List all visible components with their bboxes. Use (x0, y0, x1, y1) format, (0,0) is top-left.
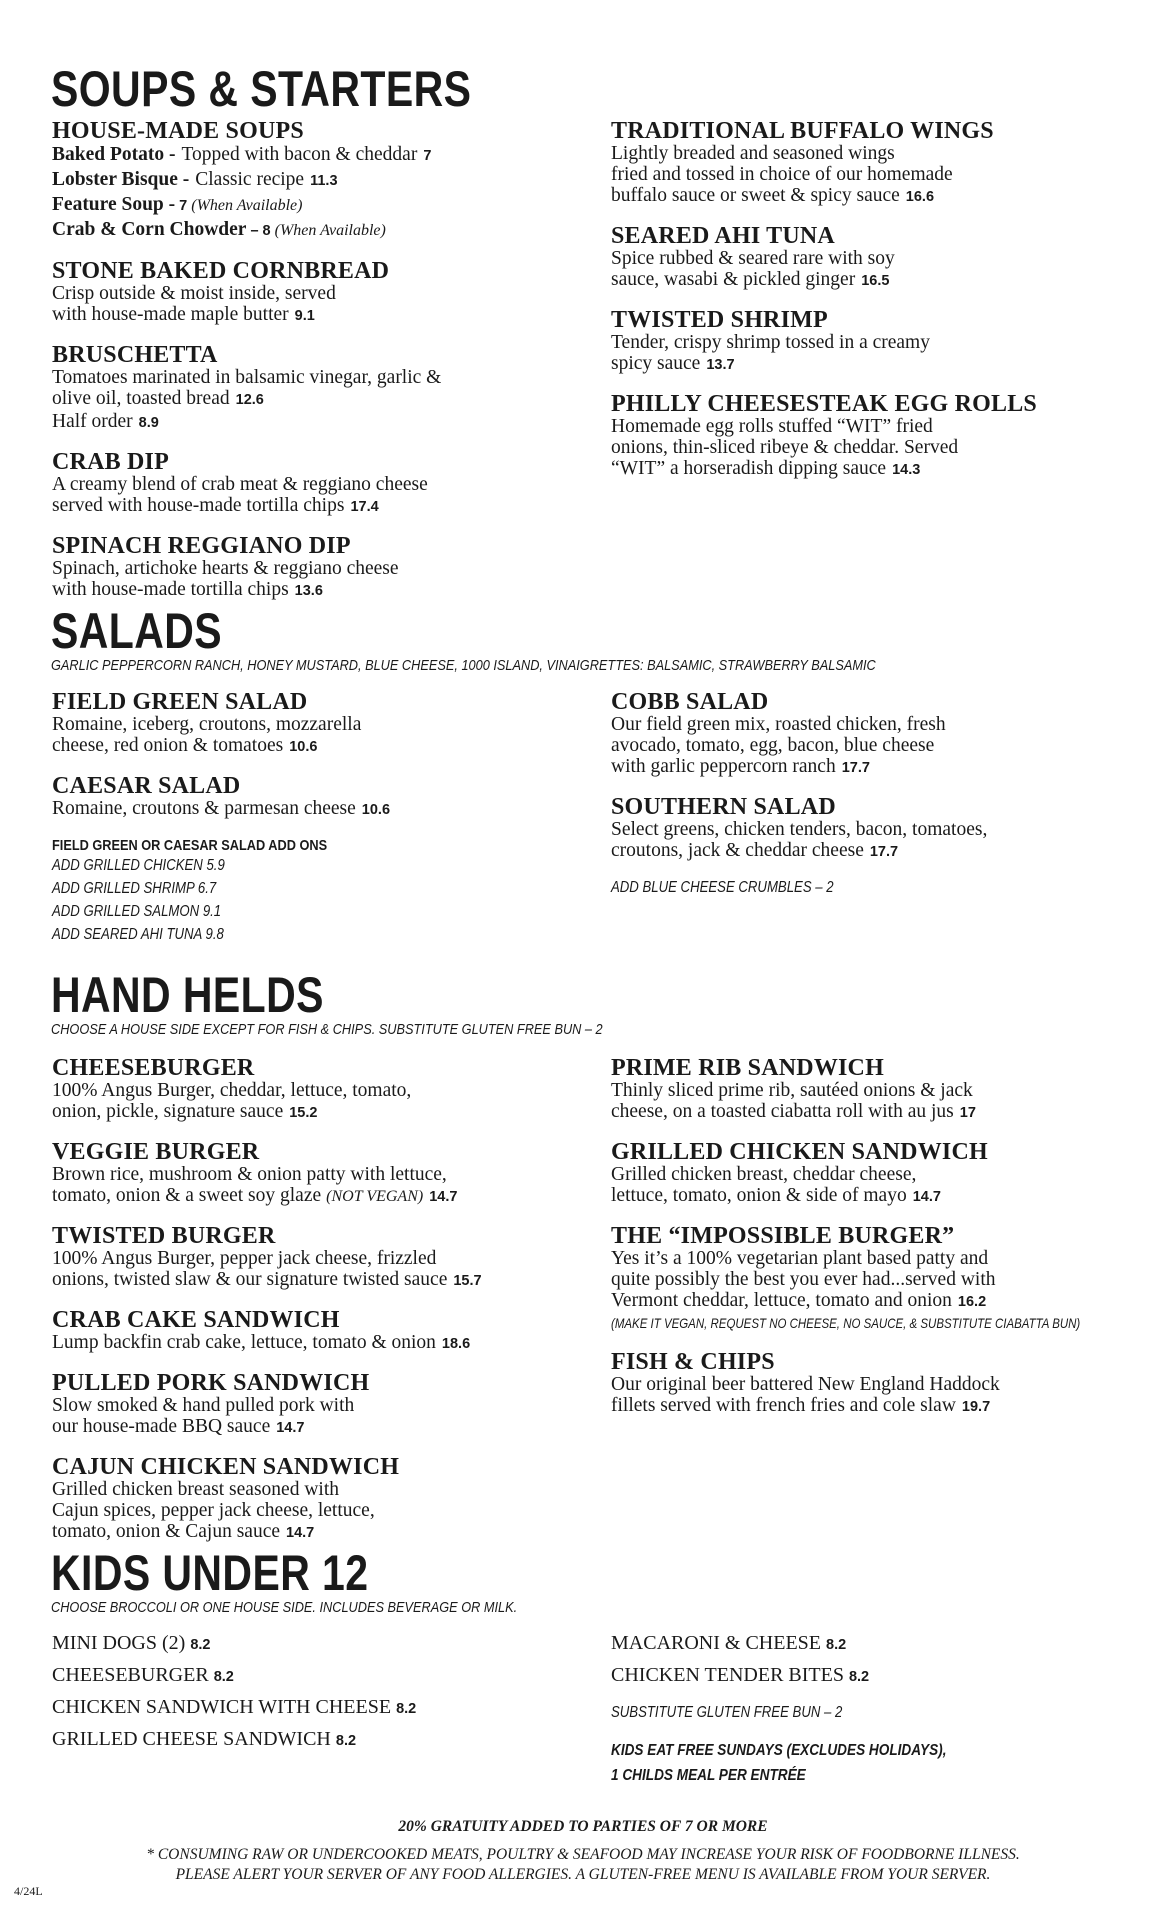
menu-item (611, 1056, 1151, 1124)
description-line (52, 579, 592, 602)
menu-item (52, 534, 592, 602)
menu-item-price: 14.7 (429, 1189, 458, 1205)
description-line (611, 269, 1151, 292)
description-line: 100% Angus Burger, cheddar, lettuce, tomato, (52, 1080, 412, 1101)
menu-item-description (611, 143, 1151, 208)
menu-item-name: THE “IMPOSSIBLE BURGER” (611, 1223, 955, 1249)
menu-item-name: FISH & CHIPS (611, 1349, 775, 1375)
description-text: our house-made BBQ sauce (52, 1416, 271, 1437)
soup-row (52, 218, 592, 243)
menu-item-price: 15.7 (453, 1273, 482, 1289)
menu-item (611, 690, 1151, 779)
allergy-notice-line-2: PLEASE ALERT YOUR SERVER OF ANY FOOD ALLERGIES. A GLUTEN-FREE MENU IS AVAILABLE FROM YOUR SERVER. (175, 1866, 991, 1883)
kids-menu-item (611, 1660, 1151, 1692)
menu-item-price: 9.1 (294, 308, 315, 324)
starters-right-list (611, 119, 1151, 481)
soup-description: Classic recipe (195, 169, 305, 190)
soup-availability-note: (When Available) (274, 222, 386, 239)
description-line: Spinach, artichoke hearts & reggiano cheese (52, 558, 399, 579)
salads-dressings-subtitle: GARLIC PEPPERCORN RANCH, HONEY MUSTARD, BLUE CHEESE, 1000 ISLAND, VINAIGRETTES: BALSAMIC, STRAWBERRY BALSAMIC (51, 657, 876, 674)
description-text: cheese, on a toasted ciabatta roll with au jus (611, 1101, 954, 1122)
menu-item-price: 10.6 (289, 739, 318, 755)
description-line: fried and tossed in choice of our homemade (611, 164, 953, 185)
salad-addon-item: ADD GRILLED SHRIMP 6.7 (52, 880, 217, 897)
menu-item-description (52, 474, 592, 518)
soup-price: 7 (179, 198, 188, 214)
menu-item-price: 15.2 (289, 1105, 318, 1121)
description-line: Yes it’s a 100% vegetarian plant based patty and (611, 1248, 989, 1269)
description-text: olive oil, toasted bread (52, 388, 230, 409)
menu-item-description (52, 1164, 592, 1208)
menu-item-name: GRILLED CHICKEN SANDWICH (611, 1139, 988, 1165)
kids-menu-item (52, 1692, 592, 1724)
half-order-label: Half order (52, 411, 133, 432)
kids-item-name: MINI DOGS (2) (52, 1632, 186, 1654)
half-order-price: 8.9 (138, 415, 159, 431)
menu-item-description (611, 1248, 1151, 1334)
menu-item-name: TRADITIONAL BUFFALO WINGS (611, 118, 994, 144)
menu-item-description (611, 248, 1151, 292)
description-line (52, 1521, 592, 1544)
menu-item (52, 1371, 592, 1439)
description-line (52, 1416, 592, 1439)
menu-item (611, 1350, 1151, 1418)
menu-item (52, 259, 592, 327)
menu-item-price: 13.7 (706, 357, 735, 373)
menu-item-description (52, 283, 592, 327)
description-line: Spice rubbed & seared rare with soy (611, 248, 895, 269)
menu-item-price: 18.6 (441, 1336, 471, 1352)
salads-title: SALADS (51, 603, 223, 659)
description-text: onions, twisted slaw & our signature twisted sauce (52, 1269, 448, 1290)
description-line: Lightly breaded and seasoned wings (611, 143, 895, 164)
menu-item-name: CRAB CAKE SANDWICH (52, 1307, 340, 1333)
menu-item-price: 17.7 (841, 760, 870, 776)
kids-right-list (611, 1628, 1151, 1692)
hand-helds-right-list (611, 1056, 1151, 1418)
salad-addon-item: ADD GRILLED CHICKEN 5.9 (52, 857, 225, 874)
description-line: Select greens, chicken tenders, bacon, tomatoes, (611, 819, 988, 840)
kids-item-price: 8.2 (213, 1669, 234, 1685)
salad-addon-item: ADD SEARED AHI TUNA 9.8 (52, 926, 224, 943)
description-line: Homemade egg rolls stuffed “WIT” fried (611, 416, 933, 437)
soup-row (52, 193, 592, 218)
blue-cheese-addon-note: ADD BLUE CHEESE CRUMBLES – 2 (611, 879, 834, 896)
menu-item-description (611, 714, 1151, 779)
soups-starters-left-column (52, 119, 592, 618)
salad-addon-item: ADD GRILLED SALMON 9.1 (52, 903, 222, 920)
description-line: Crisp outside & moist inside, served (52, 283, 336, 304)
description-line (52, 1332, 592, 1355)
menu-item-price: 14.3 (892, 462, 921, 478)
hand-helds-title: HAND HELDS (51, 967, 324, 1023)
salads-right-column (611, 690, 1151, 897)
description-text: Romaine, croutons & parmesan cheese (52, 798, 356, 819)
description-line: Thinly sliced prime rib, sautéed onions & jack (611, 1080, 973, 1101)
hand-helds-left-list (52, 1056, 592, 1544)
kids-item-name: MACARONI & CHEESE (611, 1632, 822, 1654)
menu-item-name: TWISTED SHRIMP (611, 307, 828, 333)
description-line (611, 185, 1151, 208)
kids-left-column (52, 1628, 592, 1756)
menu-item-description (52, 1080, 592, 1124)
menu-item-price: 16.2 (957, 1294, 987, 1310)
description-text: fillets served with french fries and cole slaw (611, 1395, 956, 1416)
menu-item-description (611, 416, 1151, 481)
menu-item (611, 795, 1151, 863)
menu-item-name: CAESAR SALAD (52, 773, 241, 799)
menu-item-description (52, 1248, 592, 1292)
menu-item (611, 392, 1151, 481)
description-text: croutons, jack & cheddar cheese (611, 840, 864, 861)
description-text: Vermont cheddar, lettuce, tomato and onion (611, 1290, 952, 1311)
soups-starters-title: SOUPS & STARTERS (51, 61, 472, 117)
description-line (52, 304, 592, 327)
soup-price: – 8 (250, 223, 271, 239)
kids-item-name: CHEESEBURGER (52, 1664, 209, 1686)
menu-item (52, 690, 592, 758)
menu-item (52, 343, 592, 434)
house-made-soups-block (52, 119, 592, 243)
menu-item (52, 450, 592, 518)
kids-menu-item (611, 1628, 1151, 1660)
description-line: Romaine, iceberg, croutons, mozzarella (52, 714, 362, 735)
kids-subtitle: CHOOSE BROCCOLI OR ONE HOUSE SIDE. INCLUDES BEVERAGE OR MILK. (51, 1599, 518, 1616)
gratuity-notice: 20% GRATUITY ADDED TO PARTIES OF 7 OR MORE (398, 1818, 768, 1835)
menu-item-price: 17 (959, 1105, 976, 1121)
description-line: Grilled chicken breast, cheddar cheese, (611, 1164, 917, 1185)
menu-item-name: FIELD GREEN SALAD (52, 689, 308, 715)
description-line: Our original beer battered New England Haddock (611, 1374, 1000, 1395)
menu-item (52, 1140, 592, 1208)
description-line (611, 1185, 1151, 1208)
menu-item (52, 774, 592, 821)
description-text: buffalo sauce or sweet & spicy sauce (611, 185, 900, 206)
menu-item (52, 1056, 592, 1124)
menu-item (611, 119, 1151, 208)
kids-menu-item (52, 1660, 592, 1692)
kids-menu-item (52, 1628, 592, 1660)
kids-item-name: CHICKEN SANDWICH WITH CHEESE (52, 1696, 392, 1718)
menu-item-price: 16.5 (861, 273, 890, 289)
menu-item-description (611, 1164, 1151, 1208)
description-line (52, 798, 592, 821)
description-line: 100% Angus Burger, pepper jack cheese, frizzled (52, 1248, 437, 1269)
menu-item (52, 1455, 592, 1544)
description-line (52, 495, 592, 518)
soup-description: Topped with bacon & cheddar (181, 144, 418, 165)
menu-item (611, 224, 1151, 292)
menu-item-description (611, 1374, 1151, 1418)
soups-starters-right-column (611, 119, 1151, 497)
kids-right-column (611, 1628, 1151, 1788)
description-text: tomato, onion & a sweet soy glaze (52, 1185, 322, 1206)
description-line: Brown rice, mushroom & onion patty with lettuce, (52, 1164, 447, 1185)
kids-title: KIDS UNDER 12 (51, 1545, 369, 1601)
description-line: Grilled chicken breast seasoned with (52, 1479, 339, 1500)
kids-eat-free-note (611, 1738, 1151, 1788)
soup-row (52, 143, 592, 168)
menu-item-price: 13.6 (294, 583, 323, 599)
description-line: onions, thin-sliced ribeye & cheddar. Served (611, 437, 959, 458)
description-line: Cajun spices, pepper jack cheese, lettuce, (52, 1500, 375, 1521)
menu-item-description (52, 1395, 592, 1439)
description-line (611, 1290, 1151, 1313)
menu-item-name: CHEESEBURGER (52, 1055, 255, 1081)
kids-item-price: 8.2 (190, 1637, 211, 1653)
description-text: cheese, red onion & tomatoes (52, 735, 284, 756)
description-line: quite possibly the best you ever had...served with (611, 1269, 996, 1290)
description-text: onion, pickle, signature sauce (52, 1101, 284, 1122)
description-line: Tomatoes marinated in balsamic vinegar, garlic & (52, 367, 442, 388)
menu-item-note: (NOT VEGAN) (326, 1188, 424, 1205)
menu-item-description (52, 1332, 592, 1355)
menu-item-description (611, 1080, 1151, 1124)
description-line (611, 353, 1151, 376)
description-text: with garlic peppercorn ranch (611, 756, 836, 777)
starters-left-list (52, 259, 592, 602)
soup-name: Lobster Bisque - (52, 169, 190, 190)
description-line: A creamy blend of crab meat & reggiano cheese (52, 474, 428, 495)
menu-item-price: 17.4 (350, 499, 379, 515)
menu-item-name: VEGGIE BURGER (52, 1139, 260, 1165)
kids-menu-item (52, 1724, 592, 1756)
description-line: Our field green mix, roasted chicken, fresh (611, 714, 946, 735)
menu-item-price: 12.6 (235, 392, 264, 408)
description-line (52, 735, 592, 758)
description-line (611, 840, 1151, 863)
menu-item-name: SPINACH REGGIANO DIP (52, 533, 351, 559)
salad-addons-title: FIELD GREEN OR CAESAR SALAD ADD ONS (52, 837, 328, 854)
kids-item-price: 8.2 (335, 1733, 357, 1749)
description-line (611, 1101, 1151, 1124)
salads-left-column (52, 690, 592, 946)
menu-item-description (52, 367, 592, 434)
menu-date-code: 4/24L (14, 1884, 43, 1898)
menu-item-name: BRUSCHETTA (52, 342, 218, 368)
description-line (52, 1101, 592, 1124)
description-text: lettuce, tomato, onion & side of mayo (611, 1185, 907, 1206)
description-line (52, 1269, 592, 1292)
menu-item-description (52, 558, 592, 602)
description-text: with house-made tortilla chips (52, 579, 289, 600)
description-text: spicy sauce (611, 353, 701, 374)
menu-item-name: PHILLY CHEESESTEAK EGG ROLLS (611, 391, 1037, 417)
kids-item-price: 8.2 (826, 1637, 847, 1653)
description-line (52, 1185, 592, 1208)
foodborne-warning-line-1: * CONSUMING RAW OR UNDERCOOKED MEATS, POULTRY & SEAFOOD MAY INCREASE YOUR RISK OF FOODBORNE ILLNESS. (146, 1846, 1020, 1863)
description-line: Slow smoked & hand pulled pork with (52, 1395, 355, 1416)
description-text: served with house-made tortilla chips (52, 495, 345, 516)
menu-item-description (611, 332, 1151, 376)
menu-item (611, 1224, 1151, 1334)
kids-item-name: GRILLED CHEESE SANDWICH (52, 1728, 331, 1750)
menu-item-name: CRAB DIP (52, 449, 169, 475)
description-text: sauce, wasabi & pickled ginger (611, 269, 856, 290)
menu-item-name: PULLED PORK SANDWICH (52, 1370, 370, 1396)
menu-item-name: COBB SALAD (611, 689, 769, 715)
hand-helds-left-column (52, 1056, 592, 1560)
menu-item-name: CAJUN CHICKEN SANDWICH (52, 1454, 400, 1480)
soup-price: 7 (423, 148, 432, 164)
kids-item-price: 8.2 (396, 1701, 417, 1717)
description-text: Lump backfin crab cake, lettuce, tomato & onion (52, 1332, 436, 1353)
soup-price: 11.3 (310, 173, 338, 189)
menu-item-description (611, 819, 1151, 863)
kids-gluten-free-note: SUBSTITUTE GLUTEN FREE BUN – 2 (611, 1704, 843, 1721)
description-text: tomato, onion & Cajun sauce (52, 1521, 281, 1542)
description-line (611, 756, 1151, 779)
kids-eat-free-line-1: KIDS EAT FREE SUNDAYS (EXCLUDES HOLIDAYS), (611, 1742, 947, 1759)
house-made-soups-heading: HOUSE-MADE SOUPS (52, 118, 304, 144)
description-text: “WIT” a horseradish dipping sauce (611, 458, 887, 479)
menu-item-price: 14.7 (276, 1420, 305, 1436)
hand-helds-subtitle: CHOOSE A HOUSE SIDE EXCEPT FOR FISH & CHIPS. SUBSTITUTE GLUTEN FREE BUN – 2 (51, 1021, 603, 1038)
menu-item (611, 1140, 1151, 1208)
half-order-line (52, 411, 592, 434)
description-line (611, 458, 1151, 481)
description-line: Tender, crispy shrimp tossed in a creamy (611, 332, 930, 353)
salads-right-list (611, 690, 1151, 863)
menu-item-price: 14.7 (912, 1189, 941, 1205)
menu-item-description (52, 798, 592, 821)
soup-name: Crab & Corn Chowder (52, 219, 247, 240)
hand-helds-right-column (611, 1056, 1151, 1434)
menu-item (52, 1224, 592, 1292)
description-line: avocado, tomato, egg, bacon, blue cheese (611, 735, 935, 756)
menu-item-description (52, 714, 592, 758)
soup-row (52, 168, 592, 193)
soup-name: Feature Soup - (52, 194, 176, 215)
menu-item-description (52, 1479, 592, 1544)
description-text: with house-made maple butter (52, 304, 289, 325)
salads-left-list (52, 690, 592, 821)
soup-name: Baked Potato - (52, 144, 176, 165)
menu-item (611, 308, 1151, 376)
kids-item-price: 8.2 (848, 1669, 870, 1685)
description-line (611, 1395, 1151, 1418)
menu-item-name: SOUTHERN SALAD (611, 794, 836, 820)
kids-item-name: CHICKEN TENDER BITES (611, 1664, 844, 1686)
soup-availability-note: (When Available) (191, 197, 303, 214)
menu-item-price: 19.7 (961, 1399, 991, 1415)
menu-item-name: SEARED AHI TUNA (611, 223, 835, 249)
menu-item-name: PRIME RIB SANDWICH (611, 1055, 884, 1081)
menu-item-name: STONE BAKED CORNBREAD (52, 258, 390, 284)
menu-item (52, 1308, 592, 1355)
salad-addons-list (52, 854, 592, 946)
menu-item-name: TWISTED BURGER (52, 1223, 276, 1249)
kids-eat-free-line-2: 1 CHILDS MEAL PER ENTRÉE (611, 1767, 806, 1784)
menu-item-price: 10.6 (361, 802, 391, 818)
description-line (52, 388, 592, 411)
menu-item-subnote: (MAKE IT VEGAN, REQUEST NO CHEESE, NO SAUCE, & SUBSTITUTE CIABATTA BUN) (611, 1315, 1081, 1331)
menu-item-price: 16.6 (905, 189, 935, 205)
menu-item-price: 17.7 (869, 844, 899, 860)
soup-list (52, 143, 592, 243)
menu-item-price: 14.7 (286, 1525, 315, 1541)
kids-left-list (52, 1628, 592, 1756)
